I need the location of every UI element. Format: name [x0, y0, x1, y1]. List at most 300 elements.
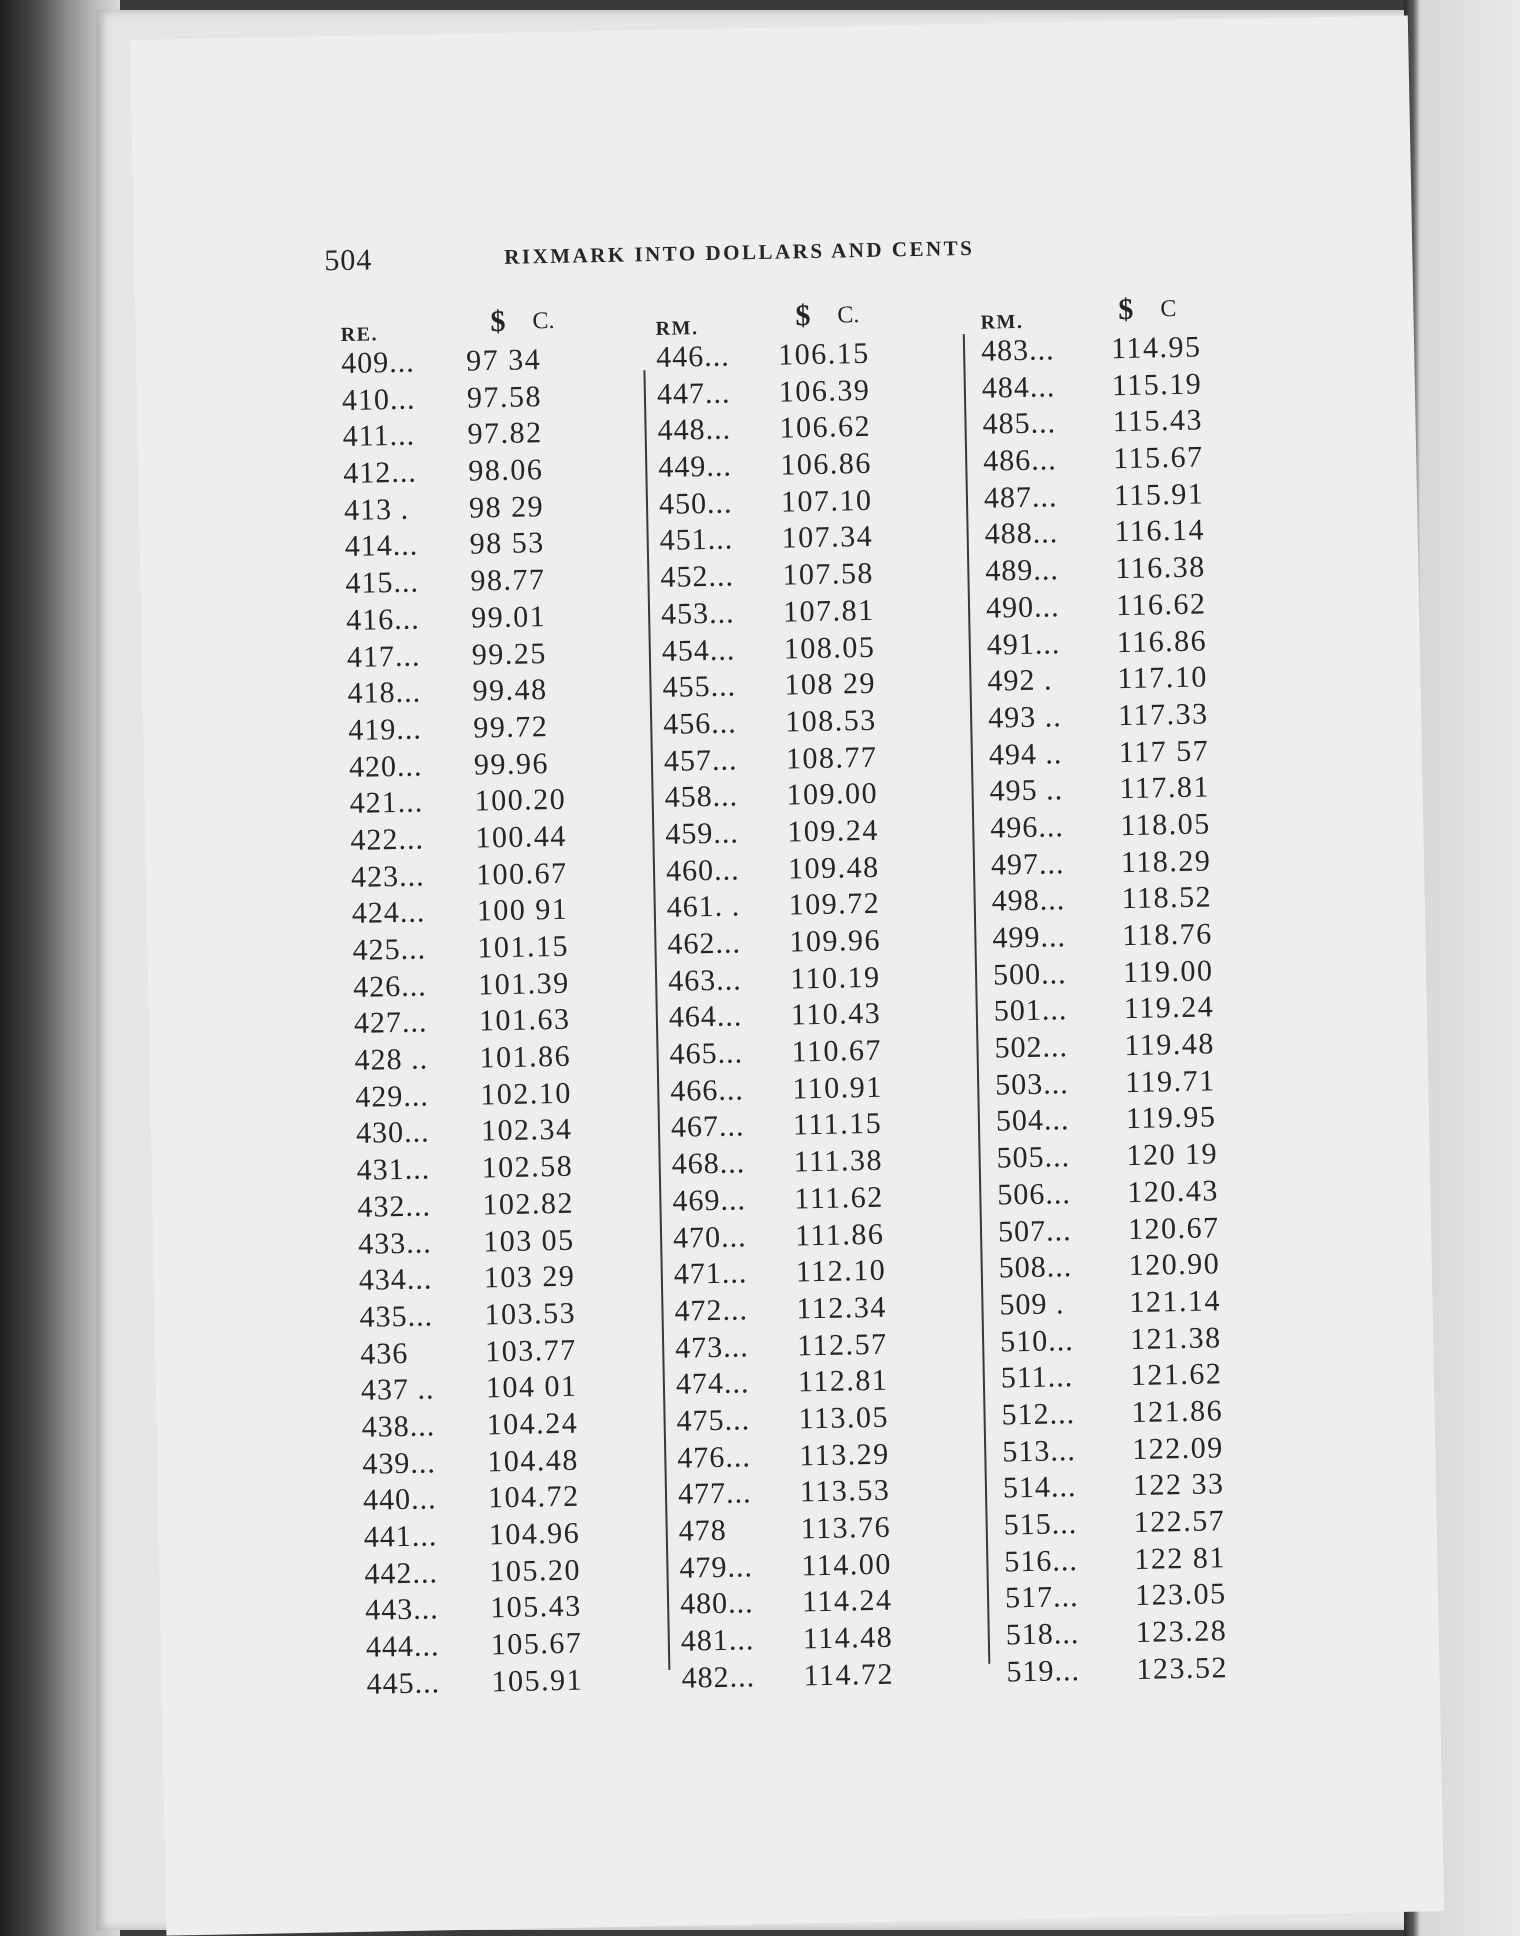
- dollar-value: 115.43: [1112, 403, 1204, 439]
- rixmark-value: 437 ..: [360, 1372, 435, 1408]
- dollar-value: 119.24: [1123, 990, 1215, 1026]
- dollar-value: 109.00: [786, 777, 879, 812]
- table-row: [352, 929, 570, 970]
- table-row: [663, 740, 878, 780]
- table-row: [674, 1327, 888, 1367]
- table-row: [681, 1657, 895, 1697]
- rixmark-value: 464...: [668, 999, 743, 1035]
- table-row: [357, 1186, 575, 1227]
- rixmark-value: 440...: [362, 1482, 437, 1518]
- dollar-value: 98.77: [470, 563, 546, 598]
- dollar-value: 123.52: [1136, 1650, 1229, 1686]
- dollar-value: 107.34: [781, 520, 874, 556]
- rixmark-value: 419...: [347, 712, 423, 747]
- rixmark-value: 482...: [681, 1660, 756, 1695]
- table-row: [347, 709, 549, 750]
- dollar-value: 99.72: [472, 709, 549, 745]
- rixmark-value: 506...: [997, 1176, 1072, 1212]
- table-row: [349, 783, 567, 823]
- table-row: [662, 703, 878, 744]
- table-row: [661, 630, 876, 670]
- rixmark-value: 420...: [348, 749, 423, 784]
- dollar-value: 109.96: [789, 923, 882, 959]
- rixmark-value: 438...: [361, 1409, 436, 1444]
- rixmark-value: 492 .: [987, 663, 1053, 698]
- table-row: [362, 1479, 580, 1520]
- dollar-value: 118.52: [1121, 880, 1213, 916]
- table-row: [672, 1217, 885, 1257]
- dollar-value: 112.57: [796, 1327, 888, 1362]
- table-row: [342, 416, 543, 456]
- table-row: [343, 489, 545, 530]
- table-row: [984, 513, 1206, 554]
- table-row: [341, 379, 543, 420]
- rixmark-value: 511...: [1000, 1360, 1074, 1395]
- table-row: [1005, 1614, 1228, 1655]
- rixmark-value: 491...: [986, 626, 1061, 662]
- table-row: [362, 1443, 580, 1483]
- rixmark-value: 417...: [346, 639, 421, 674]
- dollar-value: 119.95: [1125, 1100, 1217, 1136]
- dollar-value: 108.05: [783, 630, 876, 666]
- dollar-value: 113.29: [798, 1437, 890, 1473]
- rixmark-value: 499...: [992, 920, 1067, 955]
- dollar-value: 107.10: [780, 483, 873, 519]
- rixmark-value: 452...: [660, 559, 735, 595]
- table-row: [987, 660, 1209, 701]
- rixmark-value: 494 ..: [988, 736, 1063, 772]
- table-row: [679, 1547, 893, 1587]
- table-row: [674, 1290, 888, 1331]
- table-row: [980, 330, 1202, 371]
- dollar-value: 98 29: [468, 489, 545, 525]
- column-header: [655, 298, 860, 340]
- dollar-value: 121.38: [1129, 1320, 1222, 1356]
- dollar-value: 105.43: [489, 1589, 582, 1625]
- table-row: [656, 373, 871, 414]
- rixmark-value: 483...: [980, 333, 1055, 368]
- rixmark-value: 469...: [672, 1183, 747, 1218]
- dollar-value: 97 34: [465, 343, 542, 378]
- rixmark-value: 423...: [350, 859, 425, 894]
- header-cents: C.: [532, 307, 555, 335]
- dollar-value: 102.82: [482, 1186, 575, 1222]
- rixmark-value: 459...: [665, 816, 740, 851]
- dollar-value: 102.10: [479, 1076, 573, 1112]
- table-row: [675, 1363, 889, 1404]
- rixmark-value: 517...: [1004, 1580, 1079, 1615]
- rixmark-value: 509 .: [999, 1287, 1065, 1322]
- table-row: [992, 917, 1214, 958]
- rixmark-value: 516...: [1004, 1543, 1079, 1579]
- rixmark-value: 477...: [677, 1476, 752, 1512]
- table-row: [671, 1143, 884, 1184]
- dollar-value: 103 05: [482, 1223, 575, 1258]
- rixmark-value: 432...: [357, 1189, 432, 1224]
- table-row: [662, 666, 877, 707]
- rixmark-value: 471...: [673, 1256, 748, 1291]
- dollar-value: 97.82: [467, 416, 543, 451]
- rixmark-value: 478: [678, 1513, 728, 1548]
- dollar-value: 115.19: [1111, 367, 1203, 402]
- table-row: [345, 563, 546, 603]
- table-row: [670, 1107, 883, 1147]
- rixmark-value: 445...: [366, 1666, 441, 1701]
- column-header: [340, 304, 555, 347]
- table-row: [985, 587, 1207, 627]
- rixmark-value: 433...: [357, 1225, 432, 1261]
- table-row: [990, 844, 1212, 884]
- table-row: [660, 556, 875, 597]
- table-row: [1001, 1430, 1225, 1471]
- rixmark-value: 500...: [992, 956, 1067, 992]
- rixmark-value: 518...: [1005, 1617, 1080, 1652]
- dollar-value: 106.39: [778, 373, 871, 409]
- header-cents: C.: [837, 302, 860, 329]
- rixmark-value: 465...: [669, 1036, 744, 1071]
- table-row: [676, 1400, 890, 1441]
- table-row: [992, 954, 1214, 994]
- dollar-value: 114.00: [801, 1547, 893, 1583]
- dollar-value: 104.72: [487, 1479, 580, 1515]
- dollar-value: 101.39: [477, 966, 570, 1002]
- rixmark-value: 466...: [669, 1073, 745, 1108]
- table-row: [340, 343, 542, 383]
- dollar-value: 105.91: [491, 1663, 584, 1699]
- table-row: [981, 367, 1203, 407]
- table-row: [677, 1437, 890, 1477]
- dollar-value: 117.10: [1117, 660, 1209, 696]
- dollar-value: 113.05: [798, 1400, 890, 1436]
- rixmark-value: 457...: [663, 743, 738, 778]
- rixmark-value: 487...: [983, 480, 1058, 515]
- header-rm: RM.: [655, 317, 699, 340]
- rixmark-value: 414...: [344, 528, 419, 564]
- table-row: [344, 526, 546, 566]
- rixmark-value: 439...: [362, 1446, 437, 1481]
- table-row: [355, 1076, 573, 1117]
- rixmark-value: 426...: [352, 969, 428, 1004]
- table-row: [991, 880, 1213, 921]
- rixmark-value: 429...: [355, 1079, 430, 1114]
- rixmark-value: 413 .: [343, 492, 410, 527]
- rixmark-value: 486...: [982, 443, 1058, 478]
- page-number: 504: [323, 243, 373, 278]
- dollar-value: 117.81: [1119, 770, 1211, 806]
- dollar-value: 106.15: [777, 336, 870, 372]
- table-row: [361, 1406, 579, 1447]
- dollar-value: 111.86: [794, 1217, 885, 1252]
- rixmark-value: 473...: [674, 1329, 750, 1365]
- table-row: [655, 336, 870, 377]
- rixmark-value: 488...: [984, 516, 1059, 552]
- table-row: [669, 1070, 883, 1111]
- rixmark-value: 493 ..: [987, 700, 1062, 735]
- table-row: [364, 1553, 582, 1593]
- table-row: [365, 1626, 583, 1667]
- table-row: [667, 923, 882, 964]
- dollar-value: 123.28: [1135, 1614, 1228, 1650]
- dollar-value: 104 01: [485, 1369, 578, 1405]
- rixmark-value: 514...: [1002, 1470, 1077, 1505]
- dollar-value: 122 81: [1134, 1540, 1227, 1576]
- table-row: [999, 1320, 1222, 1361]
- dollar-value: 110.91: [791, 1070, 883, 1106]
- dollar-value: 120 19: [1126, 1137, 1219, 1173]
- table-row: [989, 807, 1211, 848]
- rixmark-value: 421...: [349, 785, 424, 821]
- table-row: [1004, 1577, 1227, 1618]
- dollar-value: 118.05: [1119, 807, 1211, 843]
- table-row: [348, 746, 550, 786]
- dollar-value: 108 29: [784, 666, 877, 702]
- header-rm: RE.: [340, 323, 379, 347]
- rixmark-value: 480...: [679, 1586, 754, 1622]
- table-row: [989, 770, 1211, 811]
- rixmark-value: 447...: [656, 376, 731, 411]
- rixmark-value: 497...: [990, 846, 1065, 882]
- rixmark-value: 496...: [989, 810, 1065, 845]
- dollar-value: 111.62: [794, 1180, 884, 1216]
- dollar-value: 108.77: [785, 740, 878, 776]
- header-dollar: $: [795, 298, 811, 333]
- rixmark-value: 515...: [1003, 1507, 1078, 1542]
- table-row: [668, 997, 882, 1037]
- table-row: [358, 1259, 576, 1300]
- dollar-value: 117.33: [1117, 697, 1209, 733]
- table-row: [669, 1033, 883, 1074]
- table-row: [364, 1589, 582, 1630]
- rixmark-value: 430...: [355, 1115, 430, 1151]
- table-row: [993, 990, 1215, 1031]
- rixmark-value: 410...: [341, 382, 416, 417]
- table-row: [664, 777, 879, 817]
- rixmark-value: 454...: [661, 632, 736, 668]
- rixmark-value: 519...: [1006, 1653, 1081, 1689]
- table-row: [996, 1137, 1219, 1178]
- dollar-value: 120.43: [1126, 1174, 1220, 1209]
- table-row: [343, 453, 544, 493]
- rixmark-value: 415...: [345, 565, 420, 601]
- table-row: [659, 520, 874, 560]
- table-row: [657, 410, 872, 450]
- rixmark-value: 476...: [677, 1439, 752, 1475]
- dollar-value: 119.00: [1122, 954, 1214, 989]
- rixmark-value: 513...: [1001, 1433, 1077, 1469]
- book-page: [130, 15, 1444, 1935]
- page-header: [324, 215, 1205, 282]
- dollar-value: 116.14: [1114, 513, 1206, 549]
- rixmark-value: 436: [359, 1336, 409, 1371]
- rixmark-value: 453...: [660, 596, 735, 631]
- page-title: RIXMARK INTO DOLLARS AND CENTS: [504, 235, 975, 269]
- dollar-value: 101.63: [478, 1003, 571, 1038]
- rixmark-value: 485...: [982, 406, 1057, 442]
- dollar-value: 122.57: [1133, 1504, 1226, 1540]
- table-column-1: [340, 304, 584, 1703]
- dollar-value: 102.58: [481, 1149, 574, 1185]
- table-row: [354, 1039, 572, 1080]
- table-row: [352, 966, 570, 1007]
- table-row: [985, 550, 1207, 591]
- table-row: [666, 887, 881, 927]
- table-row: [987, 697, 1209, 738]
- dollar-value: 116.86: [1116, 623, 1208, 659]
- table-row: [345, 599, 547, 640]
- rixmark-value: 427...: [353, 1005, 428, 1041]
- table-row: [677, 1473, 891, 1514]
- dollar-value: 110.19: [789, 960, 881, 996]
- rixmark-value: 489...: [985, 553, 1060, 588]
- dollar-value: 111.38: [793, 1143, 884, 1179]
- rixmark-value: 449...: [657, 449, 733, 484]
- conversion-table: [340, 289, 1240, 1701]
- table-row: [999, 1284, 1222, 1324]
- dollar-value: 99.01: [470, 599, 547, 635]
- rixmark-value: 503...: [994, 1066, 1070, 1102]
- dollar-value: 98.06: [468, 453, 544, 488]
- rixmark-value: 434...: [358, 1262, 433, 1298]
- rixmark-value: 507...: [997, 1213, 1072, 1249]
- dollar-value: 119.48: [1124, 1027, 1216, 1063]
- table-row: [1002, 1467, 1225, 1508]
- table-row: [657, 446, 873, 487]
- table-row: [982, 403, 1204, 444]
- dollar-value: 99.48: [472, 673, 548, 708]
- table-row: [678, 1510, 892, 1551]
- rixmark-value: 484...: [981, 369, 1056, 405]
- rixmark-value: 508...: [998, 1250, 1073, 1285]
- dollar-value: 119.71: [1124, 1064, 1216, 1099]
- rixmark-value: 468...: [671, 1146, 746, 1181]
- dollar-value: 104.48: [487, 1443, 580, 1479]
- dollar-value: 111.15: [792, 1107, 883, 1142]
- table-row: [679, 1584, 893, 1624]
- table-row: [680, 1620, 894, 1661]
- table-row: [1006, 1650, 1229, 1691]
- table-row: [998, 1247, 1221, 1288]
- rixmark-value: 472...: [674, 1293, 749, 1328]
- dollar-value: 100.44: [475, 819, 568, 855]
- rixmark-value: 418...: [347, 675, 422, 711]
- dollar-value: 101.15: [477, 929, 570, 965]
- dollar-value: 106.62: [779, 410, 872, 445]
- dollar-value: 104.24: [486, 1406, 579, 1442]
- table-row: [672, 1180, 884, 1221]
- column-header: [980, 292, 1177, 334]
- rixmark-value: 512...: [1001, 1397, 1076, 1432]
- table-column-2: [655, 298, 895, 1697]
- rixmark-value: 424...: [351, 895, 426, 931]
- dollar-value: 99.25: [471, 636, 548, 672]
- dollar-value: 122 33: [1132, 1467, 1225, 1503]
- dollar-value: 110.67: [791, 1033, 883, 1069]
- rixmark-value: 409...: [340, 345, 416, 381]
- rixmark-value: 451...: [659, 522, 734, 558]
- rixmark-value: 431...: [356, 1152, 431, 1187]
- dollar-value: 121.62: [1130, 1357, 1223, 1393]
- dollar-value: 115.91: [1113, 477, 1205, 512]
- table-row: [658, 483, 873, 524]
- rixmark-value: 502...: [994, 1030, 1069, 1065]
- column-rows: [655, 336, 895, 1697]
- rixmark-value: 443...: [364, 1592, 439, 1628]
- rixmark-value: 474...: [675, 1366, 750, 1402]
- table-row: [986, 623, 1208, 664]
- rixmark-value: 411...: [342, 418, 416, 454]
- table-row: [988, 733, 1210, 774]
- table-row: [355, 1113, 573, 1153]
- column-rows: [340, 343, 584, 1703]
- table-row: [350, 856, 568, 897]
- rixmark-value: 455...: [662, 669, 737, 705]
- table-row: [357, 1223, 575, 1263]
- table-row: [994, 1064, 1216, 1104]
- dollar-value: 100 91: [476, 893, 569, 928]
- rixmark-value: 490...: [985, 590, 1060, 625]
- dollar-value: 108.53: [784, 703, 878, 739]
- table-row: [359, 1333, 578, 1373]
- dollar-value: 109.48: [787, 850, 880, 886]
- dollar-value: 100.67: [475, 856, 568, 892]
- rixmark-value: 425...: [352, 932, 427, 967]
- header-cents: C: [1160, 295, 1177, 323]
- dollar-value: 114.48: [802, 1620, 894, 1656]
- dollar-value: 109.72: [788, 887, 881, 922]
- dollar-value: 101.86: [479, 1039, 572, 1075]
- rixmark-value: 481...: [680, 1623, 755, 1658]
- dollar-value: 109.24: [787, 813, 880, 849]
- header-dollar: $: [1118, 292, 1134, 327]
- rixmark-value: 479...: [679, 1550, 754, 1585]
- dollar-value: 99.96: [473, 746, 550, 782]
- rixmark-value: 442...: [364, 1556, 439, 1591]
- rixmark-value: 428 ..: [354, 1042, 429, 1077]
- dollar-value: 105.67: [490, 1626, 583, 1662]
- rixmark-value: 458...: [664, 779, 739, 815]
- dollar-value: 106.86: [779, 446, 873, 482]
- dollar-value: 121.86: [1131, 1394, 1224, 1429]
- rixmark-value: 463...: [667, 963, 742, 998]
- dollar-value: 112.10: [795, 1253, 887, 1289]
- rixmark-value: 450...: [658, 486, 733, 521]
- header-rm: RM.: [980, 310, 1024, 334]
- dollar-value: 117 57: [1118, 733, 1210, 769]
- dollar-value: 100.20: [474, 783, 567, 818]
- rixmark-value: 467...: [670, 1109, 745, 1145]
- table-row: [350, 819, 568, 860]
- dollar-value: 118.29: [1120, 844, 1212, 879]
- table-row: [997, 1210, 1220, 1251]
- rixmark-value: 441...: [363, 1519, 438, 1554]
- dollar-value: 107.81: [782, 593, 875, 629]
- table-row: [995, 1100, 1217, 1141]
- table-row: [1001, 1394, 1224, 1434]
- dollar-value: 123.05: [1134, 1577, 1227, 1613]
- dollar-value: 97.58: [466, 379, 543, 415]
- dollar-value: 107.58: [782, 556, 875, 592]
- table-row: [994, 1027, 1216, 1068]
- dollar-value: 110.43: [790, 997, 882, 1032]
- dollar-value: 122.09: [1131, 1430, 1225, 1466]
- dollar-value: 104.96: [488, 1516, 581, 1552]
- table-row: [983, 477, 1205, 517]
- table-row: [359, 1296, 577, 1337]
- table-row: [1000, 1357, 1223, 1398]
- table-row: [366, 1663, 584, 1704]
- dollar-value: 118.76: [1122, 917, 1214, 953]
- table-row: [353, 1003, 571, 1043]
